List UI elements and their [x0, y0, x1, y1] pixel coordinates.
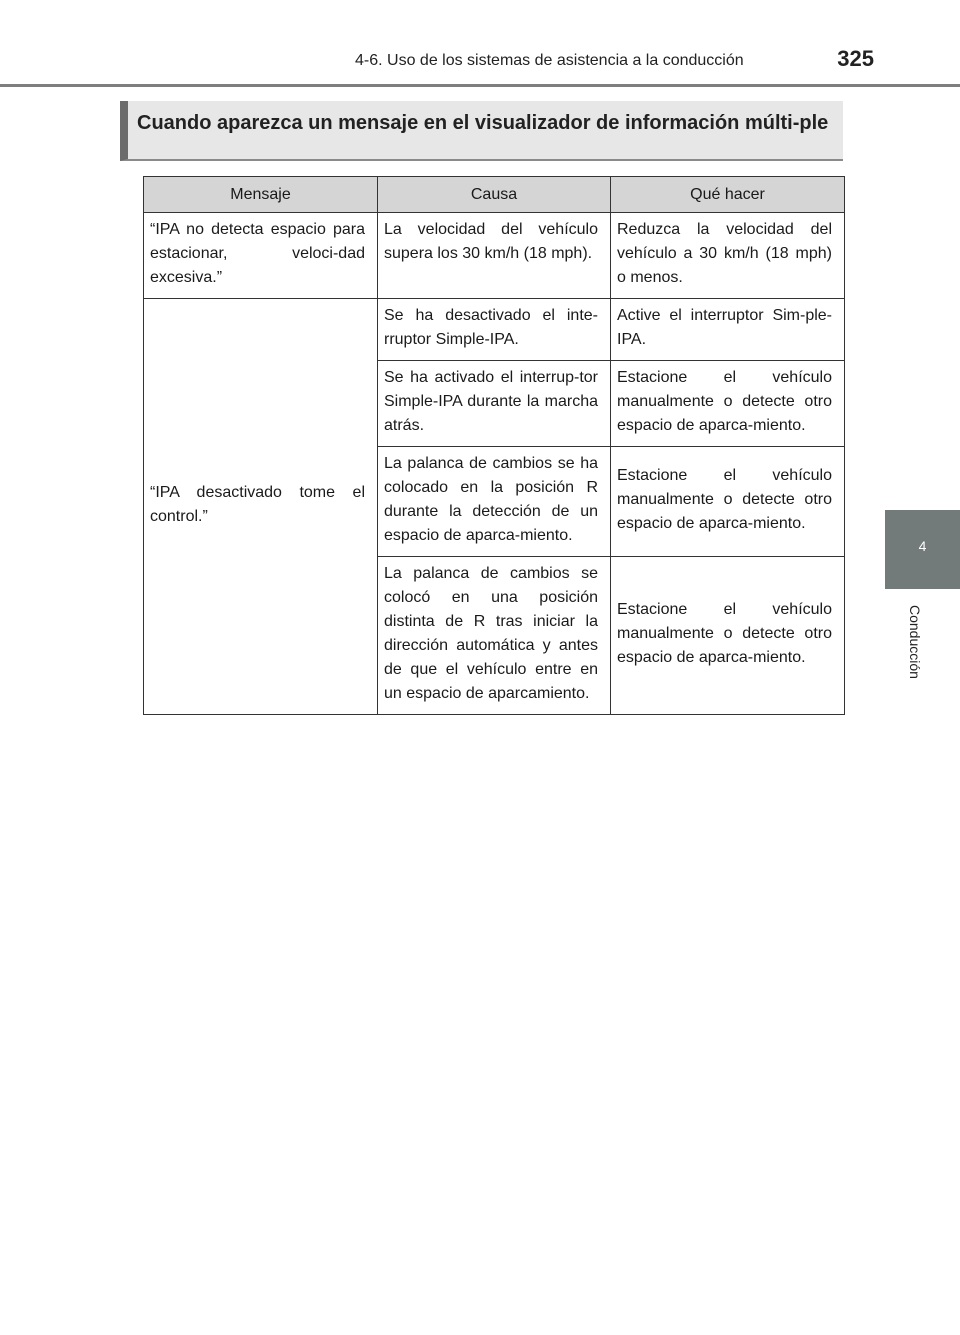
cause-cell: La palanca de cambios se colocó en una posición distinta de R tras iniciar la dirección automática y antes de que el vehículo entre en un espacio de aparcamiento.	[378, 557, 611, 715]
chapter-label: Conducción	[907, 605, 923, 679]
action-cell: Estacione el vehículo manualmente o detecte otro espacio de aparca-miento.	[611, 361, 845, 447]
column-header-action: Qué hacer	[611, 177, 845, 213]
message-table	[143, 176, 845, 715]
action-cell: Active el interruptor Sim-ple-IPA.	[611, 299, 845, 361]
header-rule	[0, 84, 960, 87]
running-header-title: 4-6. Uso de los sistemas de asistencia a la conducción	[355, 52, 744, 69]
chapter-tab[interactable]	[885, 510, 960, 589]
chapter-number: 4	[918, 538, 927, 554]
table-header-row	[144, 177, 845, 213]
table-row	[144, 213, 845, 299]
action-cell: Estacione el vehículo manualmente o detecte otro espacio de aparca-miento.	[611, 447, 845, 557]
cause-cell: Se ha activado el interrup-tor Simple-IPA durante la marcha atrás.	[378, 361, 611, 447]
section-heading: Cuando aparezca un mensaje en el visualizador de información múlti-ple	[120, 101, 843, 161]
column-header-message: Mensaje	[144, 177, 378, 213]
page-number: 325	[837, 46, 874, 71]
column-header-cause: Causa	[378, 177, 611, 213]
cause-cell: La palanca de cambios se ha colocado en la posición R durante la detección de un espacio de aparca-miento.	[378, 447, 611, 557]
cause-cell: Se ha desactivado el inte-rruptor Simple-IPA.	[378, 299, 611, 361]
message-cell: “IPA desactivado tome el control.”	[144, 299, 378, 715]
action-cell: Estacione el vehículo manualmente o detecte otro espacio de aparca-miento.	[611, 557, 845, 715]
cause-cell: La velocidad del vehículo supera los 30 km/h (18 mph).	[378, 213, 611, 299]
message-cell: “IPA no detecta espacio para estacionar, veloci-dad excesiva.”	[144, 213, 378, 299]
action-cell: Reduzca la velocidad del vehículo a 30 km/h (18 mph) o menos.	[611, 213, 845, 299]
table-row	[144, 299, 845, 361]
